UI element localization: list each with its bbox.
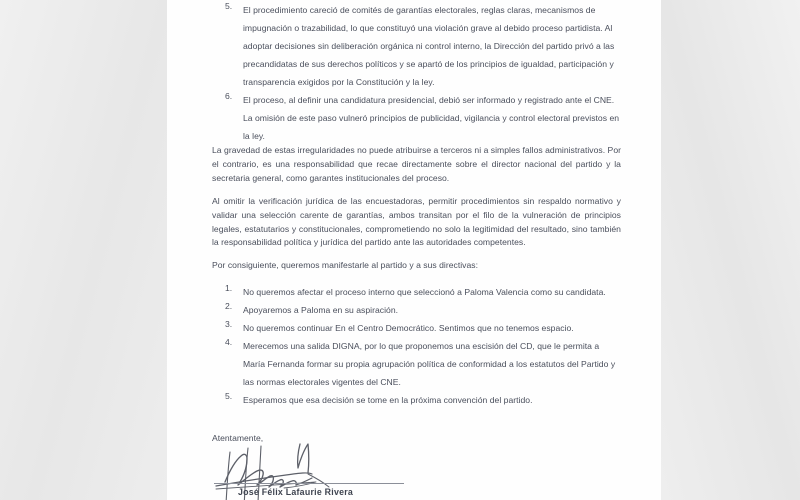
list-marker: 5. [225, 391, 233, 402]
list-item [212, 282, 621, 300]
list-item-text: No queremos afectar el proceso interno que seleccionó a Paloma Valencia como su candidata. [243, 287, 606, 298]
list-item-text: Merecemos una salida DIGNA, por lo que proponemos una escisión del CD, que le permita a María Fernanda formar su propia agrupación política de conformidad a los estatutos del Partido y las normas electorales vigentes del CNE. [243, 341, 616, 388]
list-marker: 2. [225, 301, 233, 312]
list-marker: 4. [225, 337, 233, 348]
list-marker: 5. [225, 1, 233, 11]
list-item [212, 336, 621, 390]
list-item-text: El procedimiento careció de comités de garantías electorales, reglas claras, mecanismos de impugnación o trazabilidad, lo que constituyó una violación grave al debido proceso partidista. Al adoptar decisiones sin deliberación orgánica ni control interno, la Dirección del partido privó a las precandidatas de sus derechos políticos y se apartó de los principios de igualdad, participación y transparencia exigidos por la Constitución y la ley. [243, 5, 615, 87]
document-page [167, 0, 661, 500]
signatory-name: José Félix Lafaurie Rivera [238, 487, 354, 498]
body-paragraph: La gravedad de estas irregularidades no puede atribuirse a terceros ni a simples fallos administrativos. Por el contrario, es una responsabilidad que recae directamente sobre el director nacional del partido y la secretaria general, como garantes institucionales del proceso. [212, 145, 621, 183]
body-paragraph-lead-in: Por consiguiente, queremos manifestarle al partido y a sus directivas: [212, 260, 479, 271]
numbered-list-bottom [212, 282, 621, 408]
list-item-text: El proceso, al definir una candidatura presidencial, debió ser informado y registrado ante el CNE. La omisión de este paso vulneró principios de publicidad, vigilancia y control electoral previstos en la ley. [243, 95, 620, 141]
letterbox-left [0, 0, 167, 500]
list-item-text: No queremos continuar En el Centro Democrático. Sentimos que no tenemos espacio. [243, 323, 574, 334]
closing-salutation: Atentamente, [212, 433, 264, 444]
numbered-list-top [212, 0, 621, 144]
list-item [212, 300, 621, 318]
list-item [212, 0, 621, 90]
list-item-text: Esperamos que esa decisión se tome en la próxima convención del partido. [243, 395, 533, 406]
signature-rule [214, 483, 404, 484]
body-paragraph: Al omitir la verificación jurídica de las encuestadoras, permitir procedimientos sin respaldo normativo y validar una selección carente de garantías, ambos transitan por el filo de la vulneración de principios legales, estatutarios y constitucionales, comprometiendo no solo la legitimidad del resultado, sino también la responsabilidad política y jurídica del partido ante las autoridades competentes. [212, 195, 621, 248]
page-content [212, 0, 621, 500]
list-marker: 1. [225, 283, 233, 294]
letterbox-right [661, 0, 800, 500]
list-marker: 3. [225, 319, 233, 330]
list-item [212, 318, 621, 336]
list-item [212, 390, 621, 408]
list-item [212, 90, 621, 144]
list-marker: 6. [225, 91, 233, 101]
list-item-text: Apoyaremos a Paloma en su aspiración. [243, 305, 399, 316]
signature-block [212, 432, 621, 500]
